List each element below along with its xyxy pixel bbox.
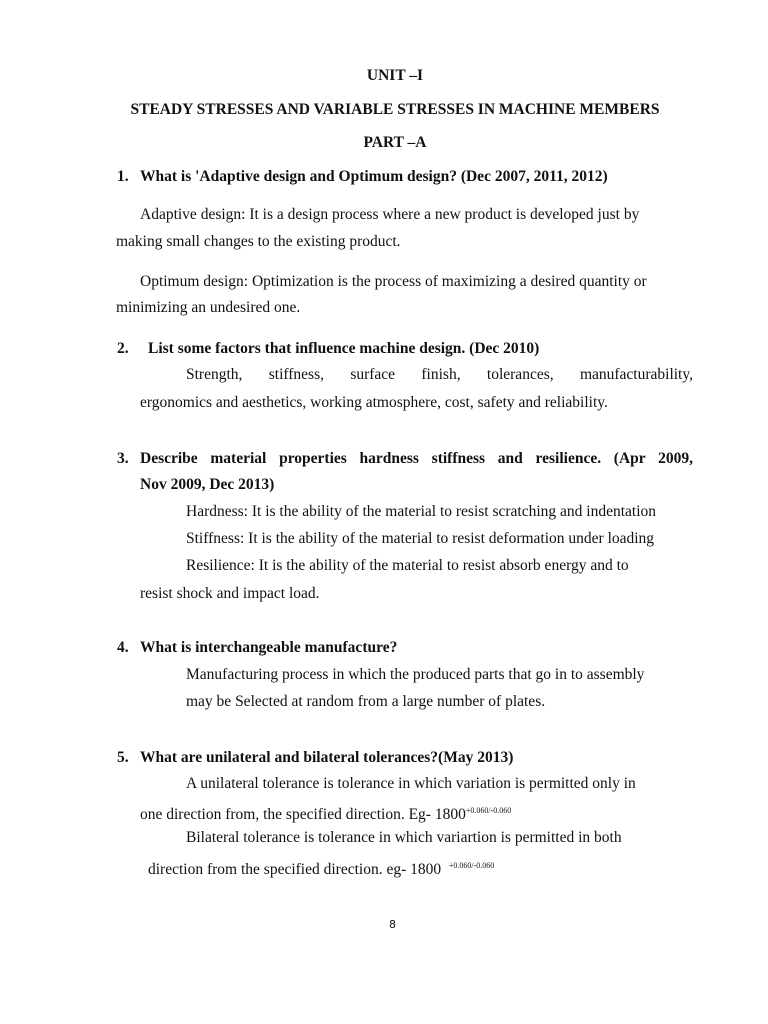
page-number: 8 [389,918,396,931]
answer-line: Optimum design: Optimization is the process of maximizing a desired quantity or [140,273,647,290]
answer-text: direction from the specified direction. eg- 1800 [148,861,445,878]
question-number: 1. [117,168,129,185]
answer-line: Hardness: It is the ability of the material to resist scratching and indentation [186,503,657,520]
question-number: 3. [117,450,129,467]
answer-line: minimizing an undesired one. [116,299,301,316]
question-number: 4. [117,639,129,656]
question-1: What is 'Adaptive design and Optimum design? (Dec 2007, 2011, 2012) [140,168,608,185]
question-5: What are unilateral and bilateral tolerances?(May 2013) [140,749,514,766]
chapter-title: STEADY STRESSES AND VARIABLE STRESSES IN MACHINE MEMBERS [130,101,660,118]
answer-line: Adaptive design: It is a design process where a new product is developed just by [140,206,640,223]
tolerance-superscript: +0.060/-0.060 [448,861,495,870]
question-number: 5. [117,749,129,766]
answer-line: Resilience: It is the ability of the material to resist absorb energy and to [186,557,629,574]
answer-line: Manufacturing process in which the produced parts that go in to assembly [186,666,645,683]
answer-line: Bilateral tolerance is tolerance in which variartion is permitted in both [186,829,622,846]
part-heading: PART –A [363,134,427,151]
answer-line: making small changes to the existing product. [116,233,401,250]
tolerance-superscript: +0.060/-0.060 [465,806,512,815]
answer-line [148,856,494,880]
answer-line: Stiffness: It is the ability of the material to resist deformation under loading [186,530,655,547]
question-4: What is interchangeable manufacture? [140,639,398,656]
answer-line: A unilateral tolerance is tolerance in which variation is permitted only in [186,775,636,792]
question-3-cont: Nov 2009, Dec 2013) [140,476,275,493]
answer-text: one direction from, the specified direction. Eg- 1800 [140,806,466,823]
answer-line [140,801,511,825]
question-number: 2. [117,340,129,357]
question-2: List some factors that influence machine design. (Dec 2010) [148,340,540,357]
unit-heading: UNIT –I [366,67,424,84]
answer-line: Strength, stiffness, surface finish, tolerances, manufacturability, [186,366,693,383]
answer-line: may be Selected at random from a large number of plates. [186,693,546,710]
answer-line: ergonomics and aesthetics, working atmosphere, cost, safety and reliability. [140,394,608,411]
question-3: Describe material properties hardness stiffness and resilience. (Apr 2009, [140,450,693,467]
answer-line: resist shock and impact load. [140,585,320,602]
